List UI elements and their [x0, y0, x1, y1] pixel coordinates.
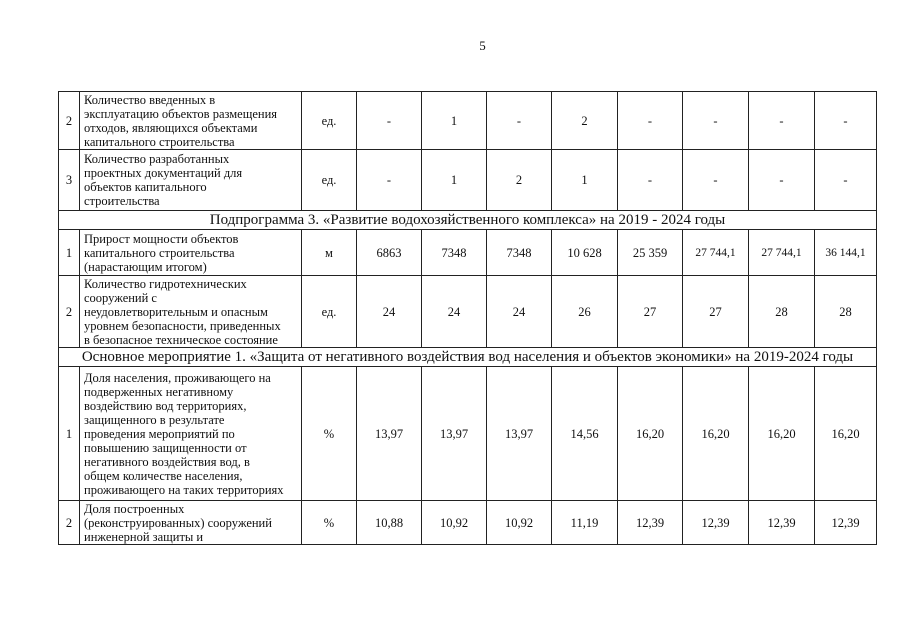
value-cell: -: [618, 150, 683, 211]
value-cell: 10,88: [357, 501, 422, 545]
value-cell: 24: [357, 276, 422, 348]
unit-cell: ед.: [302, 92, 357, 150]
table-row: [59, 501, 877, 545]
value-cell: 16,20: [683, 367, 749, 501]
indicator-name-line: Количество гидротехнических: [84, 276, 247, 291]
table-row: [59, 276, 877, 348]
indicator-name: [80, 150, 302, 211]
value-cell: -: [618, 92, 683, 150]
indicator-name-line: инженерной защиты и: [84, 529, 204, 544]
indicator-name: [80, 276, 302, 348]
indicator-name-line: Количество разработанных: [84, 152, 230, 166]
indicator-name-line: эксплуатацию объектов размещения: [84, 106, 278, 121]
unit-cell: ед.: [302, 276, 357, 348]
value-cell: -: [749, 150, 815, 211]
indicator-name: [80, 367, 302, 501]
value-cell: 26: [552, 276, 618, 348]
value-cell: 12,39: [749, 501, 815, 545]
value-cell: 16,20: [749, 367, 815, 501]
value-cell: -: [815, 150, 877, 211]
indicator-name-line: уровнем безопасности, приведенных: [84, 318, 281, 333]
value-cell: 28: [815, 276, 877, 348]
value-cell: 24: [422, 276, 487, 348]
value-cell: 25 359: [618, 230, 683, 276]
value-cell: 14,56: [552, 367, 618, 501]
table-row: [59, 150, 877, 211]
value-cell: 27 744,1: [749, 230, 815, 276]
indicator-name-line: проведения мероприятий по: [84, 426, 235, 441]
row-number: 1: [59, 230, 80, 276]
value-cell: 24: [487, 276, 552, 348]
value-cell: 2: [487, 150, 552, 211]
indicator-name-line: в безопасное техническое состояние: [84, 332, 278, 347]
value-cell: 27 744,1: [683, 230, 749, 276]
value-cell: -: [815, 92, 877, 150]
indicator-name-line: проектных документаций для: [84, 166, 243, 180]
indicator-name-line: Доля построенных: [84, 501, 185, 516]
value-cell: 13,97: [357, 367, 422, 501]
unit-cell: ед.: [302, 150, 357, 211]
value-cell: 12,39: [618, 501, 683, 545]
indicator-name-line: объектов капитального: [84, 180, 207, 194]
value-cell: 28: [749, 276, 815, 348]
value-cell: 12,39: [815, 501, 877, 545]
section-title: Подпрограмма 3. «Развитие водохозяйственного комплекса» на 2019 - 2024 годы: [59, 211, 877, 230]
indicator-name-line: капитального строительства: [84, 245, 235, 260]
table-row: [59, 230, 877, 276]
indicator-name: [80, 501, 302, 545]
indicator-name-line: Прирост мощности объектов: [84, 231, 239, 246]
section-header-row: [59, 348, 877, 367]
row-number: 2: [59, 276, 80, 348]
indicator-name-line: (нарастающим итогом): [84, 259, 207, 274]
indicator-name-line: отходов, являющихся объектами: [84, 120, 258, 135]
value-cell: 13,97: [422, 367, 487, 501]
table-row: [59, 367, 877, 501]
indicator-name: [80, 92, 302, 150]
indicator-name-line: Количество введенных в: [84, 92, 216, 107]
value-cell: 27: [683, 276, 749, 348]
row-number: 2: [59, 92, 80, 150]
row-number: 1: [59, 367, 80, 501]
unit-cell: %: [302, 501, 357, 545]
value-cell: 10 628: [552, 230, 618, 276]
value-cell: 10,92: [422, 501, 487, 545]
unit-cell: %: [302, 367, 357, 501]
value-cell: 7348: [422, 230, 487, 276]
section-header-row: [59, 211, 877, 230]
value-cell: -: [357, 92, 422, 150]
table-row: [59, 92, 877, 150]
value-cell: 1: [552, 150, 618, 211]
value-cell: 13,97: [487, 367, 552, 501]
table-body: [59, 92, 877, 545]
value-cell: -: [683, 150, 749, 211]
indicator-name-line: подверженных негативному: [84, 384, 234, 399]
unit-cell: м: [302, 230, 357, 276]
indicator-name: [80, 230, 302, 276]
indicator-name-line: повышению защищенности от: [84, 440, 247, 455]
value-cell: -: [487, 92, 552, 150]
indicator-name-line: защищенного в результате: [84, 412, 225, 427]
row-number: 2: [59, 501, 80, 545]
value-cell: -: [749, 92, 815, 150]
indicator-name-line: строительства: [84, 194, 160, 208]
value-cell: 1: [422, 150, 487, 211]
indicator-name-line: Доля населения, проживающего на: [84, 370, 271, 385]
value-cell: 27: [618, 276, 683, 348]
value-cell: 7348: [487, 230, 552, 276]
page-number: 5: [479, 38, 486, 53]
indicators-table: [58, 91, 877, 545]
value-cell: 16,20: [815, 367, 877, 501]
indicator-name-line: капитального строительства: [84, 134, 235, 149]
section-title: Основное мероприятие 1. «Защита от негативного воздействия вод населения и объектов экономики» на 2019-2024 годы: [59, 348, 877, 367]
row-number: 3: [59, 150, 80, 211]
value-cell: 12,39: [683, 501, 749, 545]
value-cell: 11,19: [552, 501, 618, 545]
indicator-name-line: общем количестве населения,: [84, 468, 243, 483]
indicator-name-line: (реконструированных) сооружений: [84, 515, 272, 530]
value-cell: 6863: [357, 230, 422, 276]
indicator-name-line: негативного воздействия вод, в: [84, 454, 250, 469]
value-cell: 1: [422, 92, 487, 150]
value-cell: 10,92: [487, 501, 552, 545]
value-cell: -: [357, 150, 422, 211]
indicator-name-line: проживающего на таких территориях: [84, 482, 284, 497]
value-cell: 2: [552, 92, 618, 150]
indicator-name-line: сооружений с: [84, 290, 157, 305]
indicator-name-line: воздействию вод территориях,: [84, 398, 247, 413]
value-cell: -: [683, 92, 749, 150]
value-cell: 16,20: [618, 367, 683, 501]
value-cell: 36 144,1: [815, 230, 877, 276]
indicator-name-line: неудовлетворительным и опасным: [84, 304, 268, 319]
